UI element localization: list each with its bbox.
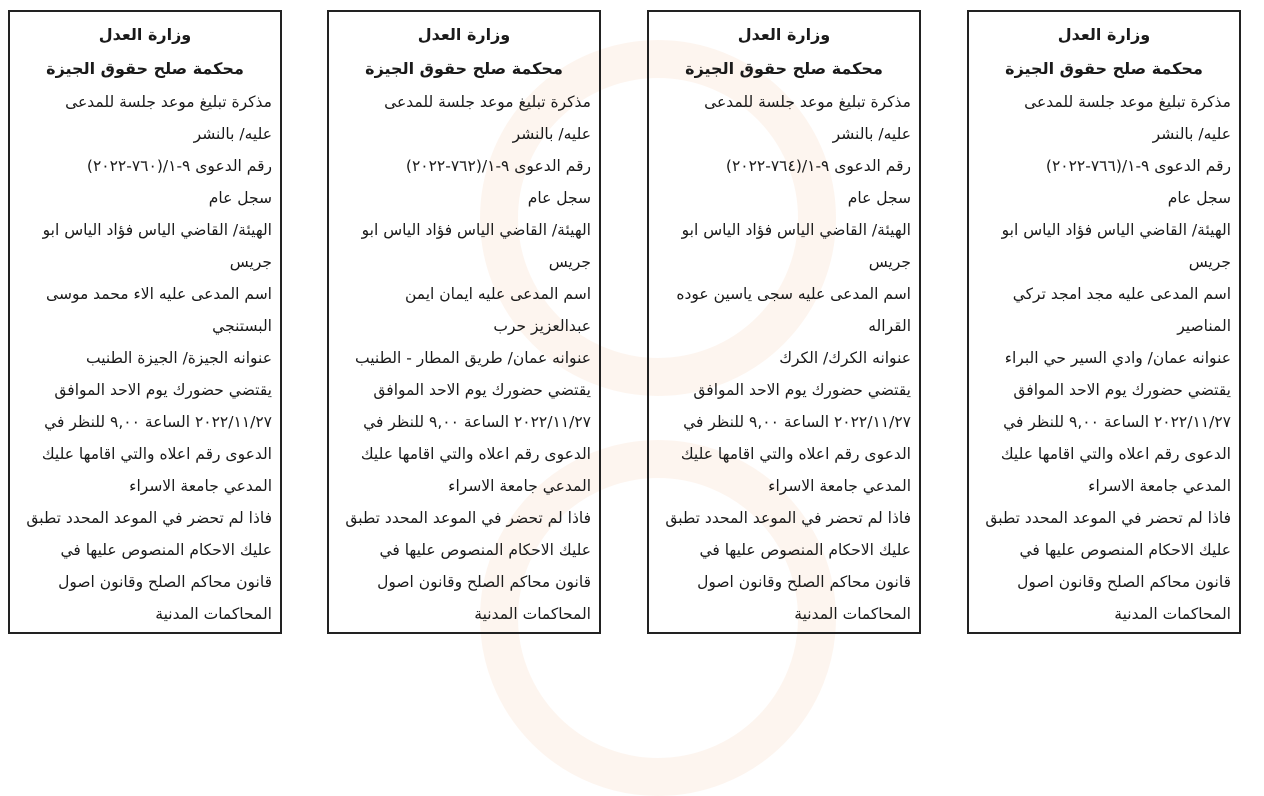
notice-line: عليك الاحكام المنصوص عليها في [699,541,911,559]
notice-line: المدعي جامعة الاسراء [768,477,911,495]
notice-line: المحاكمات المدنية [794,605,911,623]
ministry-heading: وزارة العدل [737,25,831,44]
notice-line: جريس [229,253,272,271]
notice-line: المحاكمات المدنية [474,605,591,623]
notice-line: يقتضي حضورك يوم الاحد الموافق [373,381,591,399]
court-notice [967,10,1241,634]
notice-line: مذكرة تبليغ موعد جلسة للمدعى [65,93,272,111]
notice-line: المدعي جامعة الاسراء [129,477,272,495]
notice-line: سجل عام [847,189,911,207]
notice-line: ٢٠٢٢/١١/٢٧ الساعة ٩,٠٠ للنظر في [363,413,591,431]
notice-line: المدعي جامعة الاسراء [1088,477,1231,495]
ministry-heading: وزارة العدل [417,25,511,44]
notice-line: مذكرة تبليغ موعد جلسة للمدعى [384,93,591,111]
notice-line: عبدالعزيز حرب [493,317,591,335]
notice-line: عليه/ بالنشر [832,125,911,143]
notice-line: قانون محاكم الصلح وقانون اصول [1017,573,1231,591]
notice-line: سجل عام [208,189,272,207]
notice-line: الدعوى رقم اعلاه والتي اقامها عليك [41,445,272,463]
notice-line: فاذا لم تحضر في الموعد المحدد تطبق [665,509,911,527]
notice-line: قانون محاكم الصلح وقانون اصول [377,573,591,591]
notice-line: ٢٠٢٢/١١/٢٧ الساعة ٩,٠٠ للنظر في [683,413,911,431]
court-heading: محكمة صلح حقوق الجيزة [365,59,563,78]
notice-line: يقتضي حضورك يوم الاحد الموافق [1013,381,1231,399]
notice-line: فاذا لم تحضر في الموعد المحدد تطبق [985,509,1231,527]
notice-line: ٢٠٢٢/١١/٢٧ الساعة ٩,٠٠ للنظر في [1003,413,1231,431]
notice-line: جريس [868,253,911,271]
notice-line: الهيئة/ القاضي الياس فؤاد الياس ابو [681,221,911,239]
notice-line: الدعوى رقم اعلاه والتي اقامها عليك [360,445,591,463]
notice-line: ٢٠٢٢/١١/٢٧ الساعة ٩,٠٠ للنظر في [44,413,272,431]
notice-line: رقم الدعوى ٩-١/(٧٦٦-٢٠٢٢) [1045,157,1231,175]
notice-line: يقتضي حضورك يوم الاحد الموافق [693,381,911,399]
notice-line: رقم الدعوى ٩-١/(٧٦٢-٢٠٢٢) [405,157,591,175]
notice-line: عليك الاحكام المنصوص عليها في [379,541,591,559]
notice-line: الدعوى رقم اعلاه والتي اقامها عليك [1000,445,1231,463]
notice-line: يقتضي حضورك يوم الاحد الموافق [54,381,272,399]
notice-line: المحاكمات المدنية [1114,605,1231,623]
notice-line: عليه/ بالنشر [512,125,591,143]
ministry-heading: وزارة العدل [1057,25,1151,44]
notice-line: الهيئة/ القاضي الياس فؤاد الياس ابو [361,221,591,239]
notice-line: اسم المدعى عليه مجد امجد تركي [1012,285,1231,303]
notice-line: اسم المدعى عليه ايمان ايمن [404,285,591,303]
notice-line: رقم الدعوى ٩-١/(٧٦٤-٢٠٢٢) [725,157,911,175]
notice-line: عليك الاحكام المنصوص عليها في [60,541,272,559]
notice-line: اسم المدعى عليه سجى ياسين عوده [676,285,911,303]
notice-line: عنوانه عمان/ وادي السير حي البراء [1004,349,1231,367]
court-heading: محكمة صلح حقوق الجيزة [685,59,883,78]
notice-line: رقم الدعوى ٩-١/(٧٦٠-٢٠٢٢) [86,157,272,175]
court-notice [647,10,921,634]
notice-line: اسم المدعى عليه الاء محمد موسى [46,285,272,303]
court-heading: محكمة صلح حقوق الجيزة [1005,59,1203,78]
notice-line: الهيئة/ القاضي الياس فؤاد الياس ابو [42,221,272,239]
notice-line: جريس [548,253,591,271]
notice-line: فاذا لم تحضر في الموعد المحدد تطبق [26,509,272,527]
notice-line: قانون محاكم الصلح وقانون اصول [697,573,911,591]
notice-line: عنوانه الكرك/ الكرك [779,349,911,367]
notice-line: المدعي جامعة الاسراء [448,477,591,495]
notice-line: المناصير [1177,317,1231,335]
notice-line: الهيئة/ القاضي الياس فؤاد الياس ابو [1001,221,1231,239]
notice-line: مذكرة تبليغ موعد جلسة للمدعى [704,93,911,111]
notice-line: عليه/ بالنشر [1152,125,1231,143]
notice-line: عنوانه عمان/ طريق المطار - الطنيب [355,349,591,367]
notice-line: عليه/ بالنشر [193,125,272,143]
notice-line: عنوانه الجيزة/ الجيزة الطنيب [86,349,272,367]
notice-line: المحاكمات المدنية [155,605,272,623]
notice-line: عليك الاحكام المنصوص عليها في [1019,541,1231,559]
court-heading: محكمة صلح حقوق الجيزة [46,59,244,78]
notice-line: البستنجي [212,317,272,335]
ministry-heading: وزارة العدل [98,25,192,44]
notice-line: فاذا لم تحضر في الموعد المحدد تطبق [345,509,591,527]
notice-line: سجل عام [527,189,591,207]
notice-line: مذكرة تبليغ موعد جلسة للمدعى [1024,93,1231,111]
notice-line: القراله [868,317,911,335]
court-notice [8,10,282,634]
notice-line: سجل عام [1167,189,1231,207]
notice-line: جريس [1188,253,1231,271]
notice-line: الدعوى رقم اعلاه والتي اقامها عليك [680,445,911,463]
notice-line: قانون محاكم الصلح وقانون اصول [58,573,272,591]
court-notice [327,10,601,634]
